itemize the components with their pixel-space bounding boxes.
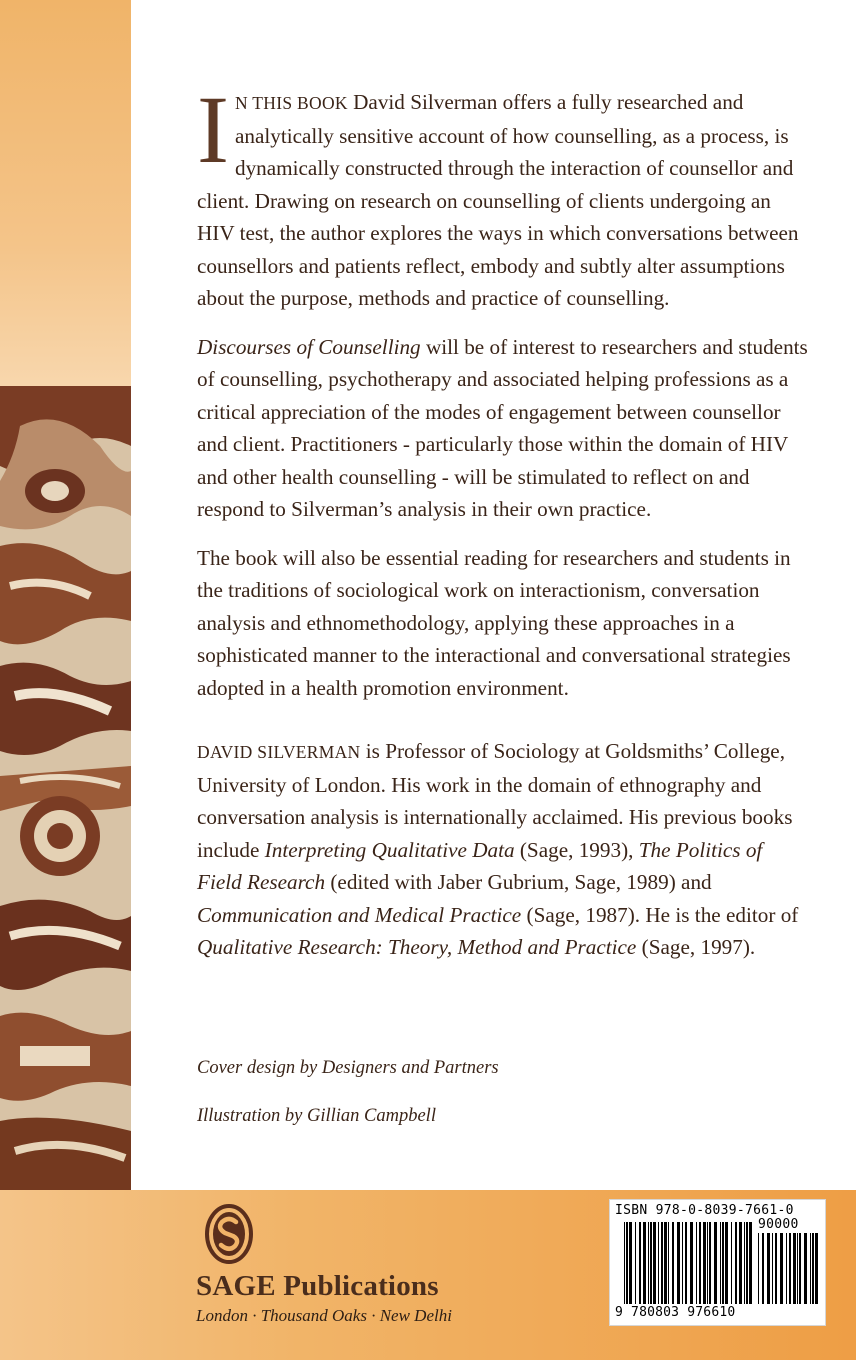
barcode-bar xyxy=(707,1222,708,1304)
barcode-bar xyxy=(804,1233,807,1304)
book-ref: The Politics of Field Research xyxy=(197,837,763,894)
blurb-paragraph-2 xyxy=(197,331,812,526)
barcode-bar xyxy=(780,1233,783,1304)
barcode-bar xyxy=(746,1222,748,1304)
barcode-bar xyxy=(629,1222,632,1304)
barcode-bar xyxy=(775,1233,777,1304)
barcode-bar xyxy=(786,1233,787,1304)
opening-smallcaps: N THIS BOOK xyxy=(234,93,348,113)
barcode-bar xyxy=(668,1222,669,1304)
barcode-bar xyxy=(696,1222,697,1304)
author-bio-text: is Professor of Sociology at Goldsmiths’ College, University of London. His work in the domain of ethnography and conversation analysis is internationally acclaimed. His previous books include xyxy=(197,739,793,862)
sage-logo-icon xyxy=(205,1204,253,1264)
barcode-bar xyxy=(682,1222,683,1304)
barcode-bar xyxy=(685,1222,687,1304)
barcode-bar xyxy=(739,1222,742,1304)
barcode-bar xyxy=(690,1222,693,1304)
barcode-bar xyxy=(677,1222,680,1304)
barcode-bar xyxy=(720,1222,721,1304)
author-bio-text: (edited with Jaber Gubrium, Sage, 1989) and xyxy=(325,870,712,894)
barcode-bar xyxy=(635,1222,636,1304)
barcode-digits: 9 780803 976610 xyxy=(615,1305,736,1320)
book-title: Discourses of Counselling xyxy=(197,334,421,359)
cover-design-credit: Cover design by Designers and Partners xyxy=(197,1058,499,1078)
barcode-bar xyxy=(650,1222,652,1304)
author-bio-text: (Sage, 1987). He is the editor of xyxy=(521,902,799,927)
barcode-bar xyxy=(703,1222,706,1304)
blurb-paragraph-2-text: will be of interest to researchers and students of counselling, psychotherapy and associated helping professions as a critical appreciation of the modes of engagement between counsellor and client. Practitioners - particularly those within the domain of HIV and other health counselling - will be stimulated to reflect on and respond to Silverman’s analysis in their own practice. xyxy=(197,334,808,521)
barcode-bar xyxy=(672,1222,674,1304)
price-addon-label: 90000 xyxy=(758,1217,799,1232)
barcode-bar xyxy=(661,1222,663,1304)
publisher-cities: London · Thousand Oaks · New Delhi xyxy=(196,1306,452,1325)
barcode-bar xyxy=(624,1222,625,1304)
illustration-credit: Illustration by Gillian Campbell xyxy=(197,1106,436,1126)
ean-bars xyxy=(624,1222,752,1304)
barcode-bar xyxy=(789,1233,791,1304)
book-ref: Interpreting Qualitative Data xyxy=(264,837,515,862)
addon-bars xyxy=(758,1233,818,1304)
blurb-paragraph-3: The book will also be essential reading for researchers and students in the traditions of sociological work on interactionism, conversation analysis and ethnomethodology, applying these approaches in a sophisticated manner to the interactional and conversational strategies adopted in a health promotion environment. xyxy=(197,545,791,700)
barcode-bar xyxy=(731,1222,732,1304)
isbn-label: ISBN 978-0-8039-7661-0 xyxy=(615,1203,794,1218)
blurb-paragraph-1-text: David Silverman offers a fully researched and analytically sensitive account of how counselling, as a process, is dynamically constructed through the interaction of counsellor and client. Drawing on research on counselling of clients undergoing an HIV test, the author explores the ways in which conversations between counsellors and patients reflect, embody and subtly alter assumptions about the purpose, methods and practice of counselling. xyxy=(197,90,799,310)
barcode-bar xyxy=(648,1222,649,1304)
barcode-bar xyxy=(797,1233,798,1304)
barcode-bar xyxy=(767,1233,770,1304)
barcode-bar xyxy=(793,1233,796,1304)
barcode-bar xyxy=(709,1222,711,1304)
isbn-barcode xyxy=(609,1199,826,1326)
blurb-paragraph-1 xyxy=(197,76,812,315)
barcode-bar xyxy=(725,1222,728,1304)
author-bio-text: (Sage, 1993), xyxy=(514,837,639,862)
publisher-name: SAGE Publications xyxy=(196,1270,439,1302)
barcode-bar xyxy=(699,1222,701,1304)
barcode-bar xyxy=(799,1233,801,1304)
barcode-bar xyxy=(664,1222,667,1304)
barcode-bar xyxy=(758,1233,759,1304)
barcode-bar xyxy=(626,1222,628,1304)
author-bio-text: (Sage, 1997). xyxy=(636,935,756,959)
barcode-bar xyxy=(744,1222,745,1304)
barcode-bar xyxy=(815,1233,818,1304)
barcode-bar xyxy=(772,1233,773,1304)
barcode-bar xyxy=(653,1222,656,1304)
cover-illustration xyxy=(0,386,131,1190)
barcode-bar xyxy=(810,1233,811,1304)
author-bio xyxy=(197,735,812,964)
barcode-bar xyxy=(714,1222,717,1304)
barcode-bar xyxy=(639,1222,641,1304)
barcode-bar xyxy=(762,1233,764,1304)
barcode-bar xyxy=(749,1222,752,1304)
back-cover-text xyxy=(197,76,812,980)
barcode-bar xyxy=(658,1222,659,1304)
drop-cap: I xyxy=(197,76,229,183)
barcode-bar xyxy=(722,1222,724,1304)
book-ref: Communication and Medical Practice xyxy=(197,902,522,927)
barcode-bar xyxy=(643,1222,646,1304)
barcode-bar xyxy=(735,1222,737,1304)
book-ref: Qualitative Research: Theory, Method and Practice xyxy=(197,935,637,959)
author-name: DAVID SILVERMAN xyxy=(197,742,361,762)
barcode-bar xyxy=(812,1233,814,1304)
